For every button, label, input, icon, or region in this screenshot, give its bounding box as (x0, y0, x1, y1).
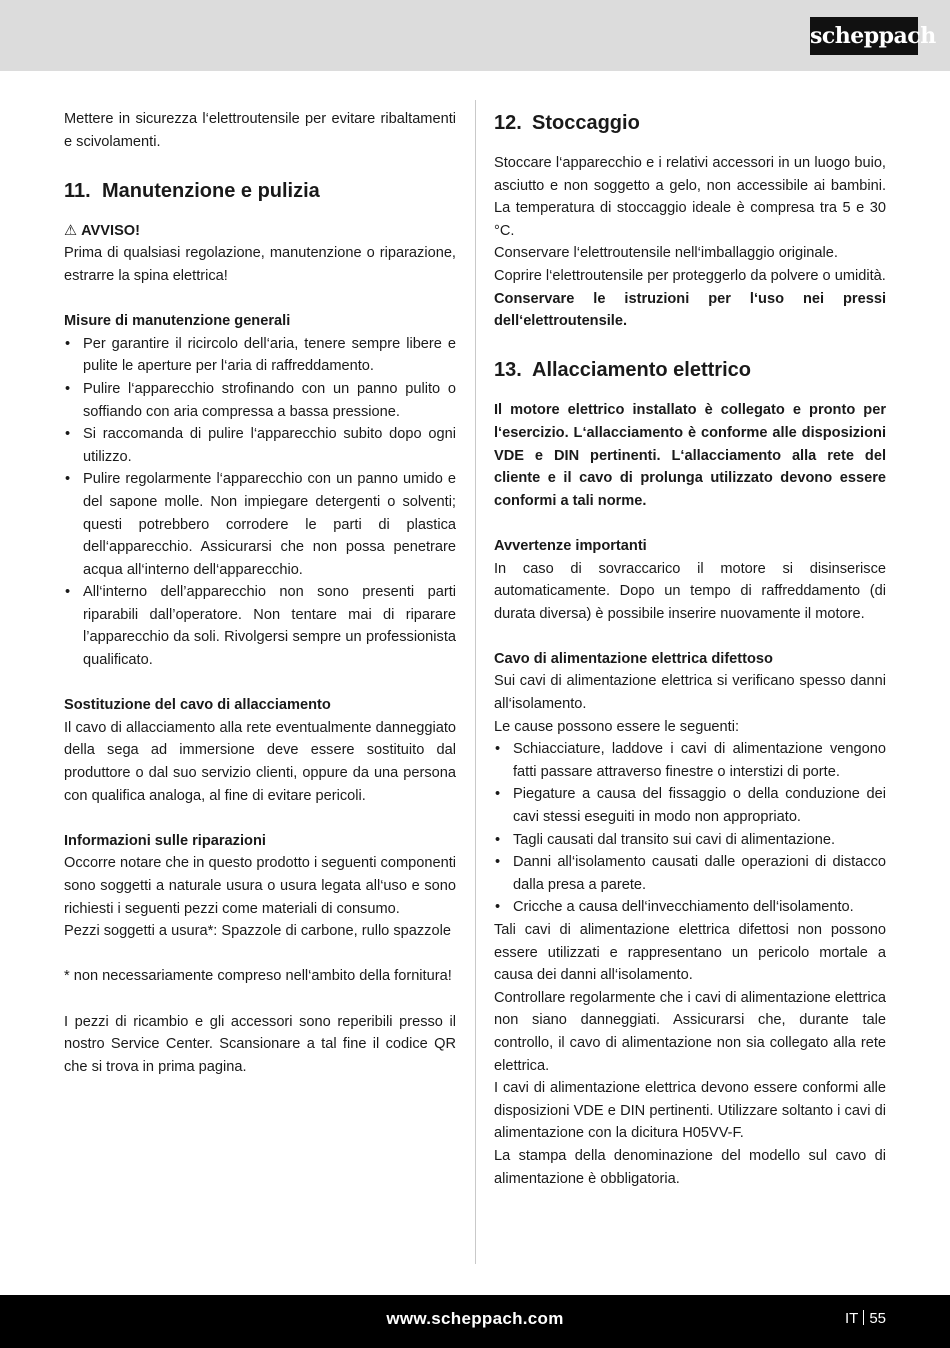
list-item: • Pulire regolarmente l‘apparecchio con un panno umido e del sapone molle. Non impiegare detergenti o solventi; questi potrebbero corrodere le parti di plastica dell‘apparecchio. Assicurarsi che non possa penetrare acqua all‘interno dell‘apparecchio. (64, 468, 456, 581)
defective-cable-text-2: Le cause possono essere le seguenti: (494, 718, 740, 735)
general-maintenance-title: Misure di manutenzione generali (64, 313, 291, 330)
header-band (0, 0, 950, 71)
warning-triangle-icon: ⚠ (64, 222, 78, 239)
check-cables-paragraph: Controllare regolarmente che i cavi di alimentazione elettrica non siano danneggiati. Assicurarsi che, durante tale controllo, il cavo di alimentazione non sia collegato alla rete elettrica. (494, 989, 886, 1074)
list-item: • Cricche a causa dell‘invecchiamento dell‘isolamento. (494, 896, 886, 919)
brand-logo: scheppach (810, 17, 918, 55)
section-number: 11. (64, 179, 91, 202)
cable-replacement-title: Sostituzione del cavo di allacciamento (64, 697, 331, 714)
list-item: • Pulire l‘apparecchio strofinando con un panno pulito o soffiando con aria compressa a bassa pressione. (64, 378, 456, 423)
right-column (494, 108, 886, 1190)
cable-replacement-text: Il cavo di allacciamento alla rete eventualmente danneggiato della sega ad immersione deve essere sostituito dal produttore o dal suo servizio clienti, oppure da una persona con qualifica analoga, al fine di evitare pericoli. (64, 719, 456, 804)
general-maintenance-list (64, 333, 456, 672)
conform-cables-paragraph: I cavi di alimentazione elettrica devono essere conformi alle disposizioni VDE e DIN pertinenti. Utilizzare soltanto i cavi di alimentazione con la dicitura H05VV-F. (494, 1080, 886, 1142)
storage-paragraph-4: Conservare le istruzioni per l‘uso nei pressi dell‘elettroutensile. (494, 290, 886, 330)
list-item: • Si raccomanda di pulire l‘apparecchio subito dopo ogni utilizzo. (64, 423, 456, 468)
important-notes-title: Avvertenze importanti (494, 537, 647, 554)
storage-paragraph-2: Conservare l‘elettroutensile nell‘imballaggio originale. (494, 245, 838, 262)
list-item: • Schiacciature, laddove i cavi di alimentazione vengono fatti passare attraverso finestre o interstizi di porte. (494, 738, 886, 783)
warning-text: Prima di qualsiasi regolazione, manutenzione o riparazione, estrarre la spina elettrica! (64, 245, 456, 284)
list-item: • Danni all‘isolamento causati dalle operazioni di distacco dalla presa a parete. (494, 851, 886, 896)
warning-heading (64, 220, 456, 243)
model-label-paragraph: La stampa della denominazione del modello sul cavo di alimentazione è obbligatoria. (494, 1147, 886, 1187)
electrical-intro: Il motore elettrico installato è collegato e pronto per l‘esercizio. L‘allacciamento è conforme alle disposizioni VDE e DIN pertinenti. L‘allacciamento alla rete del cliente e il cavo di prolunga utilizzato devono essere conformi a tali norme. (494, 402, 886, 509)
defective-cable-title: Cavo di alimentazione elettrica difettoso (494, 650, 773, 667)
section-11-heading (64, 176, 456, 206)
repair-info-title: Informazioni sulle riparazioni (64, 832, 266, 849)
causes-list (494, 738, 886, 919)
storage-paragraph-3: Coprire l‘elettroutensile per proteggerlo da polvere o umidità. (494, 267, 886, 284)
list-item: • Per garantire il ricircolo dell‘aria, tenere sempre libere e pulite le aperture per l‘aria di raffreddamento. (64, 333, 456, 378)
left-column (64, 108, 456, 1078)
section-number: 13. (494, 359, 522, 382)
website-link[interactable]: www.scheppach.com (386, 1309, 564, 1328)
defective-cable-text-1: Sui cavi di alimentazione elettrica si verificano spesso danni all‘isolamento. (494, 673, 886, 713)
language-code: IT (844, 1310, 859, 1327)
footnote-text: * non necessariamente compreso nell‘ambito della fornitura! (64, 968, 452, 985)
footer-bar (0, 1295, 950, 1348)
page-number: 55 (869, 1310, 886, 1327)
section-title: Allacciamento elettrico (532, 359, 751, 382)
page-indicator (845, 1310, 886, 1327)
storage-paragraph-1: Stoccare l‘apparecchio e i relativi accessori in un luogo buio, asciutto e non soggetto a gelo, non accessibile ai bambini. La temperatura di stoccaggio ideale è compresa tra 5 e 30 °C. (494, 155, 886, 239)
warning-label: AVVISO! (81, 222, 141, 239)
intro-paragraph: Mettere in sicurezza l‘elettroutensile per evitare ribaltamenti e scivolamenti. (64, 111, 456, 150)
column-divider (475, 100, 476, 1264)
section-13-heading (494, 355, 886, 385)
defective-cables-paragraph: Tali cavi di alimentazione elettrica difettosi non possono essere utilizzati e rappresentano un pericolo mortale a causa dei danni all‘isolamento. (494, 922, 886, 984)
section-12-heading (494, 108, 886, 138)
wear-parts-text: Pezzi soggetti a usura*: Spazzole di carbone, rullo spazzole (64, 923, 451, 940)
section-title: Stoccaggio (532, 112, 640, 134)
repair-info-text: Occorre notare che in questo prodotto i seguenti componenti sono soggetti a naturale usura o usura legata all‘uso e sono richiesti i seguenti pezzi come materiali di consumo. (64, 855, 456, 917)
section-title: Manutenzione e pulizia (102, 179, 320, 202)
list-item: • Piegature a causa del fissaggio o della conduzione dei cavi stessi eseguiti in modo non appropriato. (494, 783, 886, 828)
section-number: 12. (494, 112, 522, 134)
list-item: • All‘interno dell’apparecchio non sono presenti parti riparabili dall’operatore. Non tentare mai di riparare l’apparecchio da soli. Rivolgersi sempre un professionista qualificato. (64, 581, 456, 671)
list-item: • Tagli causati dal transito sui cavi di alimentazione. (494, 829, 886, 852)
spare-parts-text: I pezzi di ricambio e gli accessori sono reperibili presso il nostro Service Center. Scansionare a tal fine il codice QR che si trova in prima pagina. (64, 1013, 456, 1075)
page-separator (863, 1310, 864, 1325)
important-notes-text: In caso di sovraccarico il motore si disinserisce automaticamente. Dopo un tempo di raffreddamento (di durata diversa) è possibile inserire nuovamente il motore. (494, 560, 886, 622)
